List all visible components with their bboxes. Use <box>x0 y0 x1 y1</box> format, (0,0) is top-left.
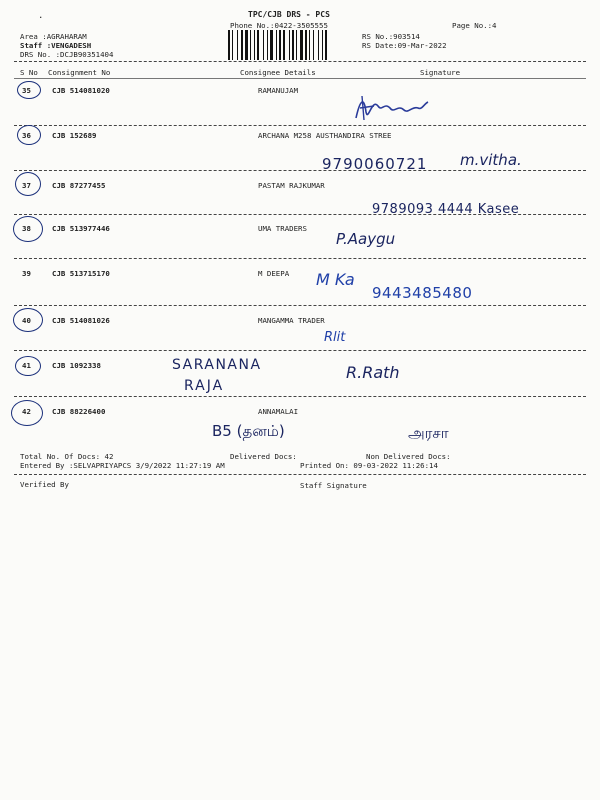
barcode-bar <box>241 30 243 60</box>
barcode-bar <box>276 30 277 60</box>
row-separator <box>14 305 586 306</box>
row-consignment: CJB 513715170 <box>52 269 110 278</box>
report-title: TPC/CJB DRS - PCS <box>248 10 330 19</box>
signature-scribble <box>352 92 432 124</box>
row-consignment: CJB 87277455 <box>52 181 106 190</box>
row-consignee: PASTAM RAJKUMAR <box>258 181 325 190</box>
barcode-bar <box>300 30 303 60</box>
rs-date: RS Date:09-Mar-2022 <box>362 41 447 50</box>
col-sno: S No <box>20 68 38 77</box>
barcode-bar <box>267 30 268 60</box>
handwritten-name: SARANANA <box>172 357 262 373</box>
barcode-bar <box>279 30 281 60</box>
barcode-bar <box>322 30 323 60</box>
drs-number: DRS No. :DCJB90351404 <box>20 50 114 59</box>
row-sno: 41 <box>22 361 31 370</box>
barcode-bar <box>325 30 327 60</box>
barcode-bar <box>263 30 264 60</box>
barcode-bar <box>237 30 238 60</box>
barcode-bar <box>296 30 297 60</box>
area-label: Area :AGRAHARAM <box>20 32 87 41</box>
delivered-docs: Delivered Docs: <box>230 452 297 461</box>
column-header-rule <box>14 78 586 79</box>
col-consignment: Consignment No <box>48 68 111 77</box>
row-sno: 39 <box>22 269 31 278</box>
row-consignment: CJB 514081020 <box>52 86 110 95</box>
handwritten-phone: 9790060721 <box>322 155 428 173</box>
total-docs: Total No. Of Docs: 42 <box>20 452 114 461</box>
barcode-bar <box>313 30 314 60</box>
row-consignee: UMA TRADERS <box>258 224 307 233</box>
handwritten-signature: R.Rath <box>346 363 400 382</box>
barcode-bar <box>245 30 248 60</box>
page-number: Page No.:4 <box>452 21 497 30</box>
row-sno: 38 <box>22 224 31 233</box>
row-consignment: CJB 88226400 <box>52 407 106 416</box>
non-delivered-docs: Non Delivered Docs: <box>366 452 451 461</box>
row-consignee: ANNAMALAI <box>258 407 299 416</box>
handwritten-name: RAJA <box>184 378 225 394</box>
barcode-bar <box>318 30 319 60</box>
row-sno: 36 <box>22 131 31 140</box>
row-separator <box>14 125 586 126</box>
verified-by: Verified By <box>20 480 69 489</box>
handwritten-signature: அரசா <box>408 424 449 442</box>
barcode-bar <box>250 30 251 60</box>
row-separator <box>14 170 586 171</box>
barcode <box>228 30 356 60</box>
row-consignee: RAMANUJAM <box>258 86 299 95</box>
handwritten-note: B5 (தனம்) <box>212 422 285 440</box>
row-consignment: CJB 513977446 <box>52 224 110 233</box>
col-signature: Signature <box>420 68 461 77</box>
printed-on: Printed On: 09-03-2022 11:26:14 <box>300 461 438 470</box>
barcode-bar <box>292 30 294 60</box>
row-consignee: M DEEPA <box>258 269 290 278</box>
footer-separator <box>14 474 586 475</box>
staff-signature: Staff Signature <box>300 481 367 490</box>
header-separator <box>14 61 586 62</box>
row-consignment: CJB 514081026 <box>52 316 110 325</box>
row-separator <box>14 396 586 397</box>
barcode-bar <box>257 30 259 60</box>
row-consignee: MANGAMMA TRADER <box>258 316 325 325</box>
handwritten-phone: 9443485480 <box>372 284 473 302</box>
handwritten-signature: Rlit <box>324 330 346 345</box>
col-consignee: Consignee Details <box>240 68 316 77</box>
barcode-bar <box>254 30 255 60</box>
phone-number: Phone No.:0422-3505555 <box>230 21 328 30</box>
barcode-bar <box>232 30 233 60</box>
handwritten-signature: P.Aaygu <box>336 230 396 248</box>
barcode-bar <box>228 30 230 60</box>
row-separator <box>14 214 586 215</box>
row-sno: 35 <box>22 86 31 95</box>
barcode-bar <box>309 30 310 60</box>
row-sno: 42 <box>22 407 31 416</box>
staff-label: Staff :VENGADESH <box>20 41 92 50</box>
row-sno: 37 <box>22 181 31 190</box>
scan-mark: . <box>38 11 44 21</box>
rs-number: RS No.:903514 <box>362 32 420 41</box>
row-separator <box>14 350 586 351</box>
handwritten-name: m.vitha. <box>460 151 522 169</box>
row-consignee: ARCHANA M258 AUSTHANDIRA STREE <box>258 131 392 140</box>
barcode-bar <box>283 30 285 60</box>
row-sno: 40 <box>22 316 31 325</box>
handwritten-phone: 9789093 4444 Kasee <box>372 202 520 217</box>
barcode-bar <box>270 30 273 60</box>
row-consignment: CJB 1092338 <box>52 361 101 370</box>
entered-by: Entered By :SELVAPRIYAPCS 3/9/2022 11:27:19 AM <box>20 461 225 470</box>
row-separator <box>14 258 586 259</box>
handwritten-signature: M Ka <box>316 270 355 289</box>
barcode-bar <box>289 30 290 60</box>
row-consignment: CJB 152689 <box>52 131 97 140</box>
barcode-bar <box>305 30 307 60</box>
